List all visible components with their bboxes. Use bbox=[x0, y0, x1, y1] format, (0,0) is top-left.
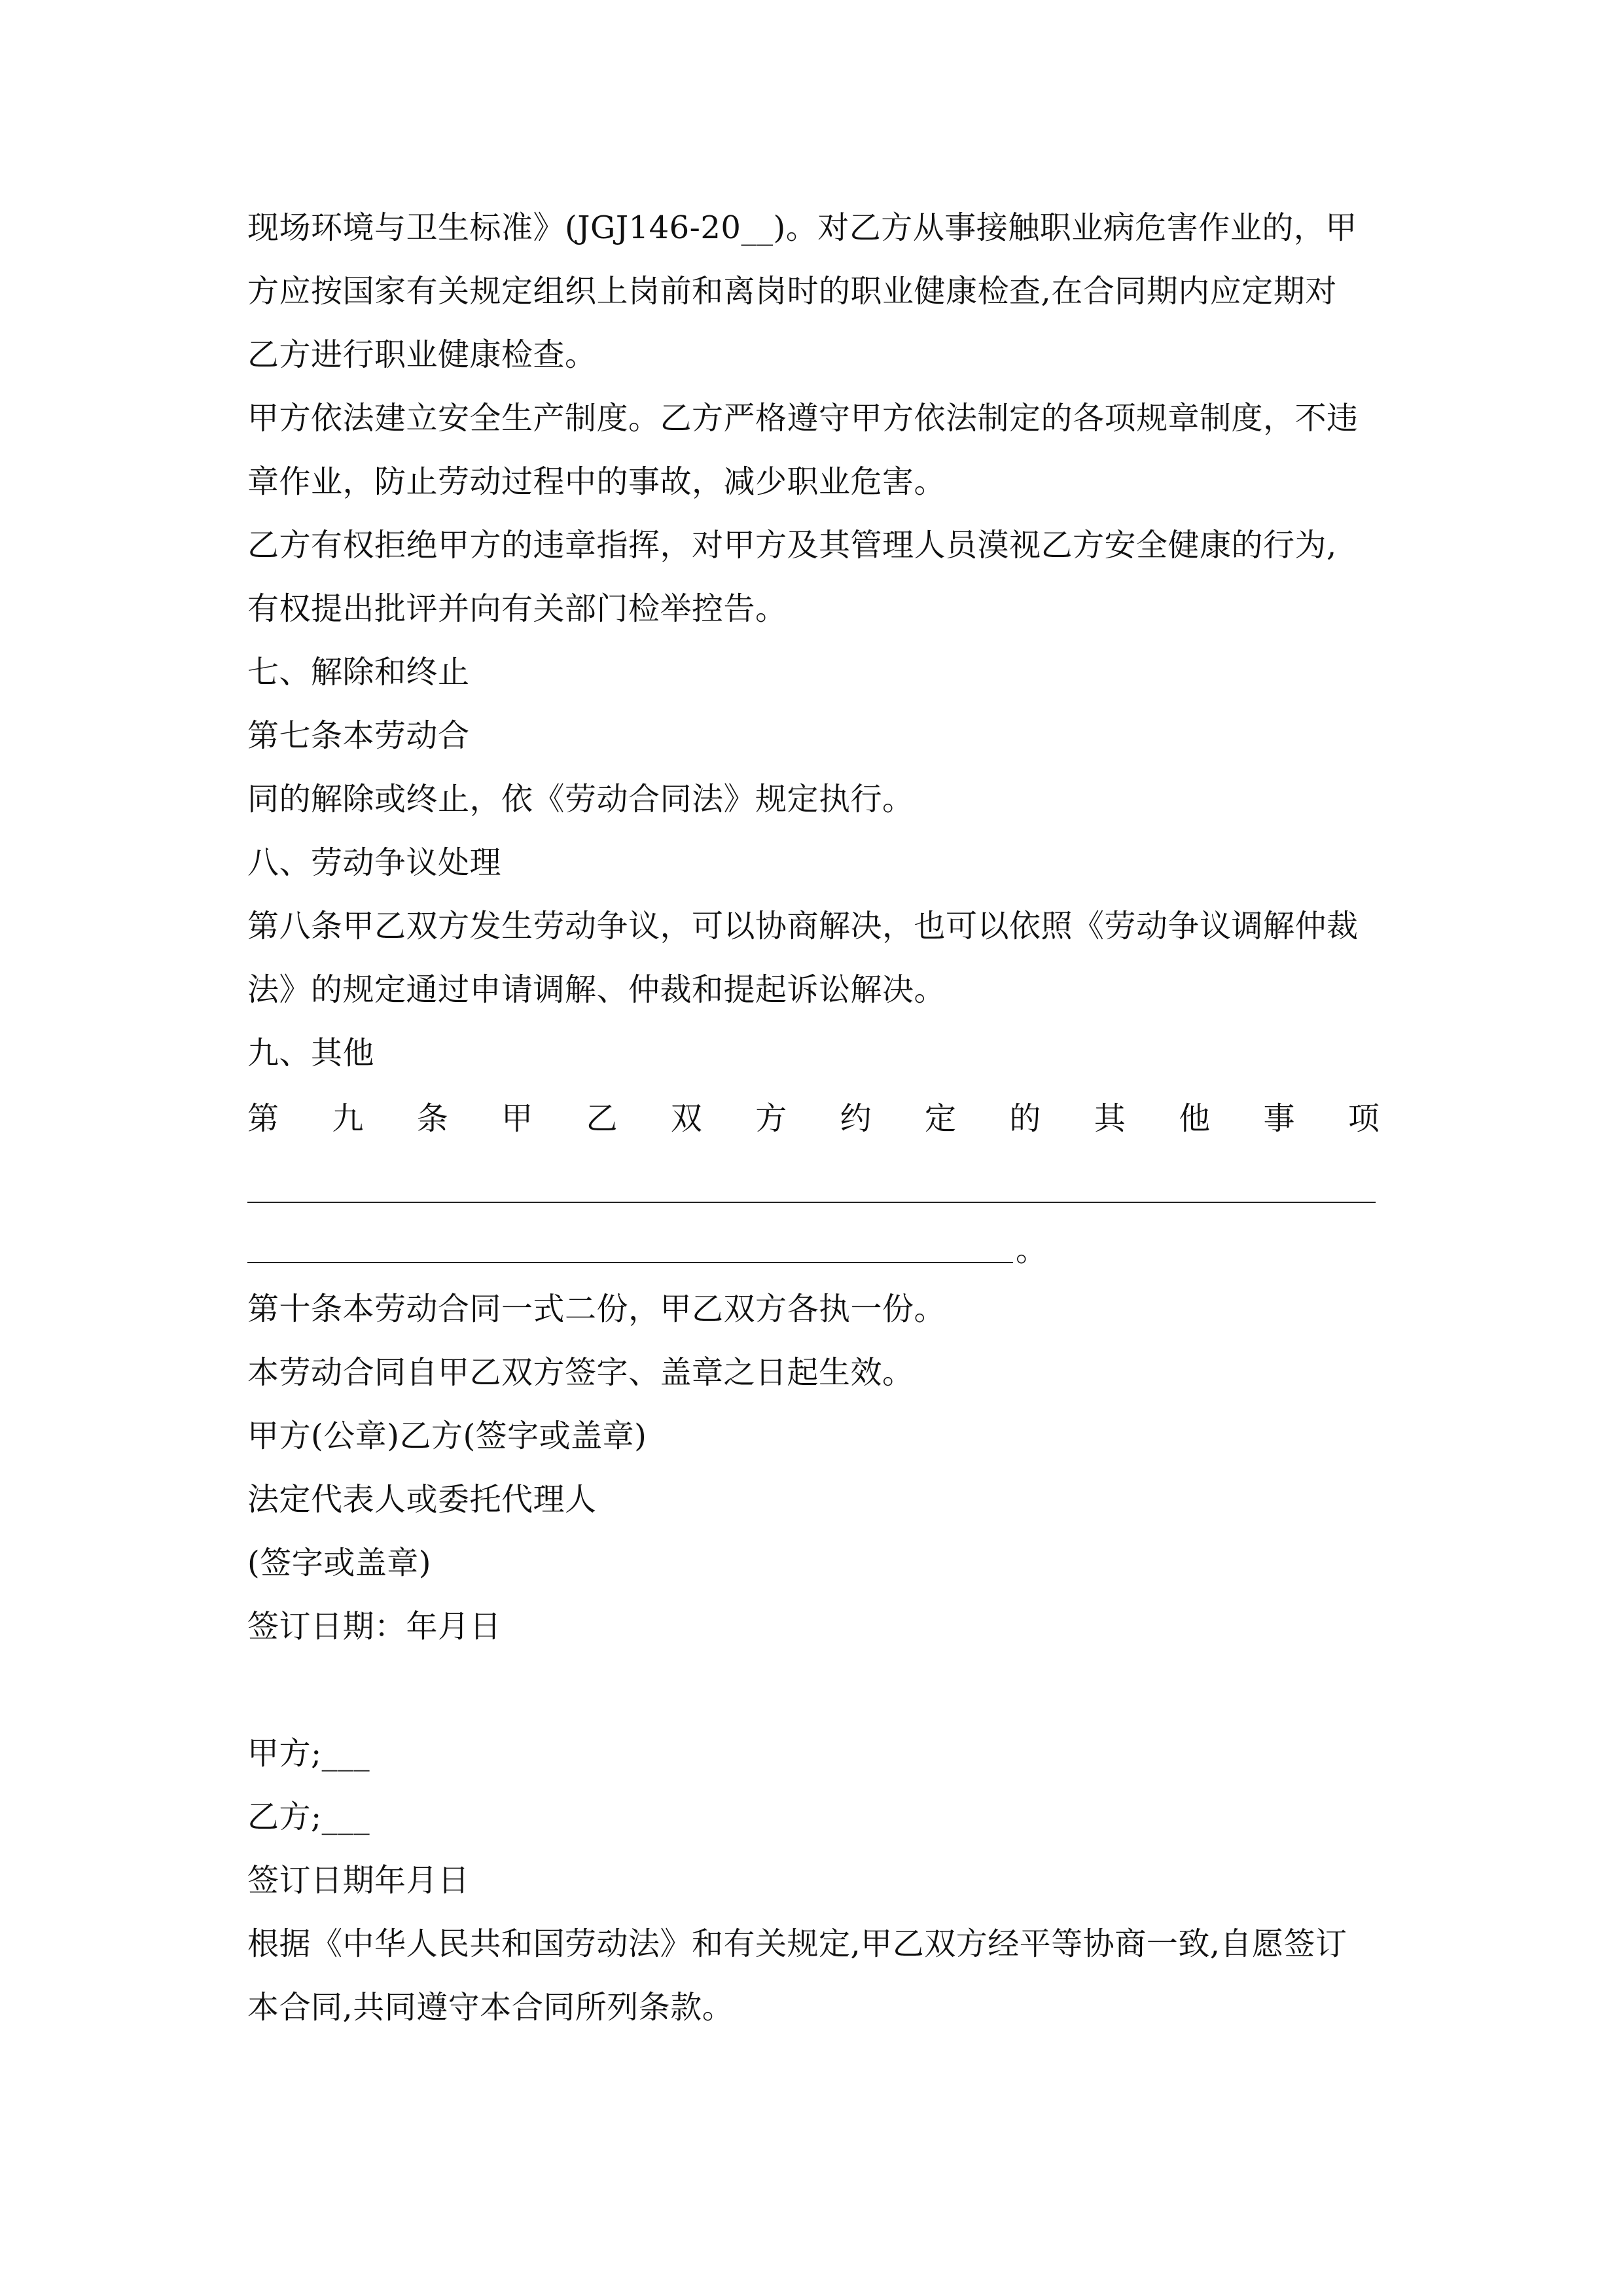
blank-end-mark: 。 bbox=[1016, 1232, 1048, 1268]
article-9-char: 条 bbox=[416, 1100, 448, 1137]
article-9-char: 乙 bbox=[586, 1100, 618, 1137]
sign-or-seal-line: (签字或盖章) bbox=[247, 1545, 431, 1581]
section-heading: 九、其他 bbox=[247, 1035, 375, 1071]
paragraph-line: 本合同,共同遵守本合同所列条款。 bbox=[247, 1989, 734, 2026]
article-9-char: 项 bbox=[1347, 1100, 1380, 1137]
article-9-char: 双 bbox=[670, 1100, 702, 1137]
paragraph-line: 有权提出批评并向有关部门检举控告。 bbox=[247, 590, 787, 627]
paragraph-line: 甲方依法建立安全生产制度。乙方严格遵守甲方依法制定的各项规章制度，不违 bbox=[247, 400, 1359, 437]
sign-date-line: 签订日期年月日 bbox=[247, 1862, 470, 1899]
paragraph-line: 方应按国家有关规定组织上岗前和离岗时的职业健康检查,在合同期内应定期对 bbox=[247, 273, 1337, 310]
paragraph-line: 乙方有权拒绝甲方的违章指挥，对甲方及其管理人员漠视乙方安全健康的行为, bbox=[247, 527, 1337, 564]
paragraph-line: 现场环境与卫生标准》(JGJ146-20__)。对乙方从事接触职业病危害作业的，甲 bbox=[247, 209, 1357, 246]
section-heading: 七、解除和终止 bbox=[247, 654, 470, 691]
paragraph-line: 第十条本劳动合同一式二份，甲乙双方各执一份。 bbox=[247, 1291, 946, 1327]
paragraph-line: 本劳动合同自甲乙双方签字、盖章之日起生效。 bbox=[247, 1354, 914, 1391]
article-9-line bbox=[247, 1099, 1380, 1138]
article-9-char: 他 bbox=[1179, 1100, 1211, 1137]
article-9-char: 甲 bbox=[501, 1100, 533, 1137]
party-a-line: 甲方;___ bbox=[247, 1735, 370, 1772]
article-9-char: 方 bbox=[755, 1100, 787, 1137]
fill-in-blank-line bbox=[247, 1262, 1013, 1263]
paragraph-line: 同的解除或终止，依《劳动合同法》规定执行。 bbox=[247, 781, 914, 817]
paragraph-line: 章作业，防止劳动过程中的事故，减少职业危害。 bbox=[247, 463, 946, 500]
sign-date-line: 签订日期：年月日 bbox=[247, 1608, 502, 1645]
section-heading: 八、劳动争议处理 bbox=[247, 844, 502, 881]
article-9-char: 定 bbox=[925, 1100, 957, 1137]
party-b-line: 乙方;___ bbox=[247, 1799, 370, 1835]
article-9-char: 九 bbox=[332, 1100, 364, 1137]
article-9-char: 约 bbox=[840, 1100, 872, 1137]
article-9-char: 第 bbox=[247, 1100, 279, 1137]
signature-parties-line: 甲方(公章)乙方(签字或盖章) bbox=[247, 1418, 647, 1454]
paragraph-line: 第八条甲乙双方发生劳动争议，可以协商解决，也可以依照《劳动争议调解仲裁 bbox=[247, 908, 1359, 944]
paragraph-line: 乙方进行职业健康检查。 bbox=[247, 336, 597, 373]
paragraph-line: 第七条本劳动合 bbox=[247, 717, 470, 754]
article-9-char: 的 bbox=[1009, 1100, 1041, 1137]
paragraph-line: 法》的规定通过申请调解、仲裁和提起诉讼解决。 bbox=[247, 971, 946, 1008]
paragraph-line: 根据《中华人民共和国劳动法》和有关规定,甲乙双方经平等协商一致,自愿签订 bbox=[247, 1926, 1347, 1962]
representative-line: 法定代表人或委托代理人 bbox=[247, 1481, 597, 1518]
article-9-char: 其 bbox=[1094, 1100, 1126, 1137]
fill-in-blank-line bbox=[247, 1202, 1376, 1203]
article-9-char: 事 bbox=[1263, 1100, 1295, 1137]
